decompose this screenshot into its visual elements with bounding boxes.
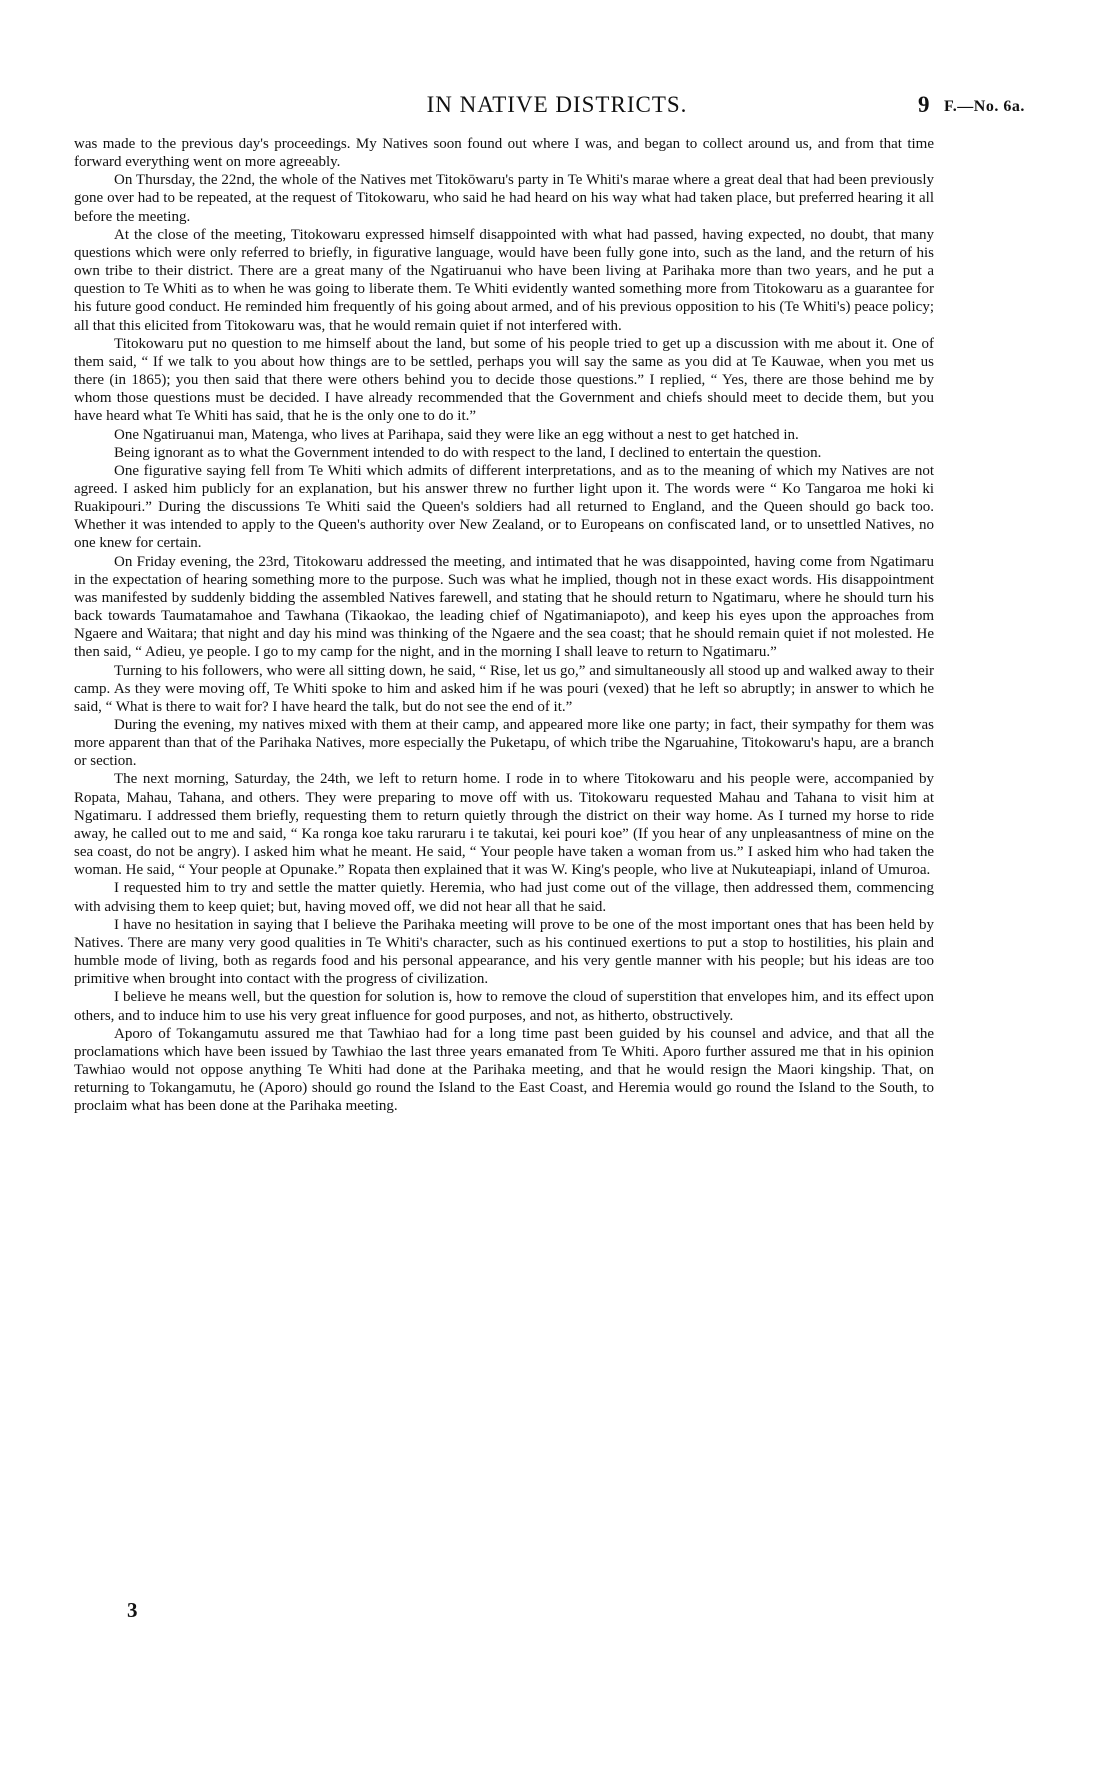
paragraph: One figurative saying fell from Te Whiti which admits of different interpretations, and as to the meaning of which my Natives are not agreed. I asked him publicly for an explanation, but his answer threw no further light upon it. The words were “ Ko Tangaroa me hoki ki Ruakipouri.” During the discussions Te Whiti said the Queen's soldiers had all returned to England, and the Queen should go back too. Whether it was intended to apply to the Queen's authority over New Zealand, or to Europeans on confiscated land, or to unsettled Natives, no one knew for certain. — [74, 462, 934, 552]
paragraph: Aporo of Tokangamutu assured me that Tawhiao had for a long time past been guided by his counsel and advice, and that all the proclamations which have been issued by Tawhiao the last three years emanated from Te Whiti. Aporo further assured me that in his opinion Tawhiao would not oppose anything Te Whiti had done at the Parihaka meeting, and that he would resign the Maori kingship. That, on returning to Tokangamutu, he (Aporo) should go round the Island to the East Coast, and Heremia would go round the Island to the South, to proclaim what has been done at the Parihaka meeting. — [74, 1025, 934, 1115]
document-reference: F.—No. 6a. — [944, 98, 1025, 115]
paragraph: I requested him to try and settle the matter quietly. Heremia, who had just come out of the village, then addressed them, commencing with advising them to keep quiet; but, having moved off, we did not hear all that he said. — [74, 880, 934, 915]
paragraph: At the close of the meeting, Titokowaru expressed himself disappointed with what had passed, having expected, no doubt, that many questions which were only referred to briefly, in figurative language, would have been fully gone into, such as the land, and the return of his own tribe to their district. There are a great many of the Ngatiruanui who have been living at Parihaka more than two years, and he put a question to Te Whiti as to when he was going to liberate them. Te Whiti evidently wanted something more from Titokowaru as a guarantee for his future good conduct. He reminded him frequently of his going about armed, and of his previous opposition to his (Te Whiti's) peace policy; all that this elicited from Titokowaru was, that he would remain quiet if not interfered with. — [74, 226, 934, 334]
page-header-title: IN NATIVE DISTRICTS. — [426, 92, 688, 117]
paragraph: One Ngatiruanui man, Matenga, who lives at Parihapa, said they were like an egg without a nest to get hatched in. — [114, 426, 799, 443]
paragraph: I have no hesitation in saying that I believe the Parihaka meeting will prove to be one of the most important ones that has been held by Natives. There are many very good qualities in Te Whiti's character, such as his continued exertions to put a stop to hostilities, his plain and humble mode of living, both as regards food and his personal appearance, and his very gentle manner with his people; but his ideas are too primitive when brought into contact with the progress of civilization. — [74, 916, 934, 988]
paragraph: Titokowaru put no question to me himself about the land, but some of his people tried to get up a discussion with me about it. One of them said, “ If we talk to you about how things are to be settled, perhaps you will say the same as you did at Te Kauwae, when you met us there (in 1865); you then said that there were others behind you to decide those questions.” I replied, “ Yes, there are those behind me by whom those questions must be decided. I have already recommended that the Government and chiefs should meet to decide them, but you have heard what Te Whiti has said, that he is the only one to do it.” — [74, 335, 934, 425]
page-number: 9 — [918, 92, 930, 117]
paragraph: Turning to his followers, who were all sitting down, he said, “ Rise, let us go,” and simultaneously all stood up and walked away to their camp. As they were moving off, Te Whiti spoke to him and asked him if he was pouri (vexed) that he left so abruptly; in answer to which he said, “ What is there to wait for? I have heard the talk, but do not see the end of it.” — [74, 662, 934, 715]
paragraph: The next morning, Saturday, the 24th, we left to return home. I rode in to where Titokowaru and his people were, accompanied by Ropata, Mahau, Tahana, and others. They were preparing to move off with us. Titokowaru requested Mahau and Tahana to visit him at Ngatimaru. I addressed them briefly, requesting them to return quietly through the district on their way home. As I turned my horse to ride away, he called out to me and said, “ Ka ronga koe taku raruraru i te takutai, kei pouri koe” (If you hear of any unpleasantness of mine on the sea coast, do not be angry). I asked him what he meant. He said, “ Your people have taken a woman from us.” I asked him who had taken the woman. He said, “ Your people at Opunake.” Ropata then explained that it was W. King's people, who live at Nukuteapiapi, inland of Umuroa. — [74, 771, 934, 879]
paragraph: On Thursday, the 22nd, the whole of the Natives met Titokōwaru's party in Te Whiti's marae where a great deal that had been previously gone over had to be repeated, at the request of Titokowaru, who said he had heard on his way what had taken place, but preferred hearing it all before the meeting. — [74, 172, 934, 225]
paragraph: Being ignorant as to what the Government intended to do with respect to the land, I declined to entertain the question. — [114, 444, 822, 461]
paragraph: I believe he means well, but the question for solution is, how to remove the cloud of superstition that envelopes him, and its effect upon others, and to induce him to use his very great influence for good purposes, and not, as hitherto, obstructively. — [74, 989, 934, 1024]
paragraph: During the evening, my natives mixed with them at their camp, and appeared more like one party; in fact, their sympathy for them was more apparent than that of the Parihaka Natives, more especially the Puketapu, of which tribe the Ngaruahine, Titokowaru's hapu, are a branch or section. — [74, 717, 934, 770]
paragraph: was made to the previous day's proceedings. My Natives soon found out where I was, and began to collect around us, and from that time forward everything went on more agreeably. — [74, 136, 934, 171]
paragraph: On Friday evening, the 23rd, Titokowaru addressed the meeting, and intimated that he was disappointed, having come from Ngatimaru in the expectation of hearing something more to the purpose. Such was what he implied, though not in these exact words. His disappointment was manifested by suddenly bidding the assembled Natives farewell, and stating that he should return to Ngatimaru, where he should turn his back towards Taumatamahoe and Tawhana (Tikaokao, the leading chief of Ngatimaniapoto), and keep his eyes upon the approaches from Ngaere and Waitara; that night and day his mind was thinking of the Ngaere and the sea coast; that he should remain quiet if not molested. He then said, “ Adieu, ye people. I go to my camp for the night, and in the morning I shall leave to return to Ngatimaru.” — [74, 553, 934, 661]
signature-mark: 3 — [127, 1598, 138, 1622]
body-text — [74, 135, 934, 1115]
